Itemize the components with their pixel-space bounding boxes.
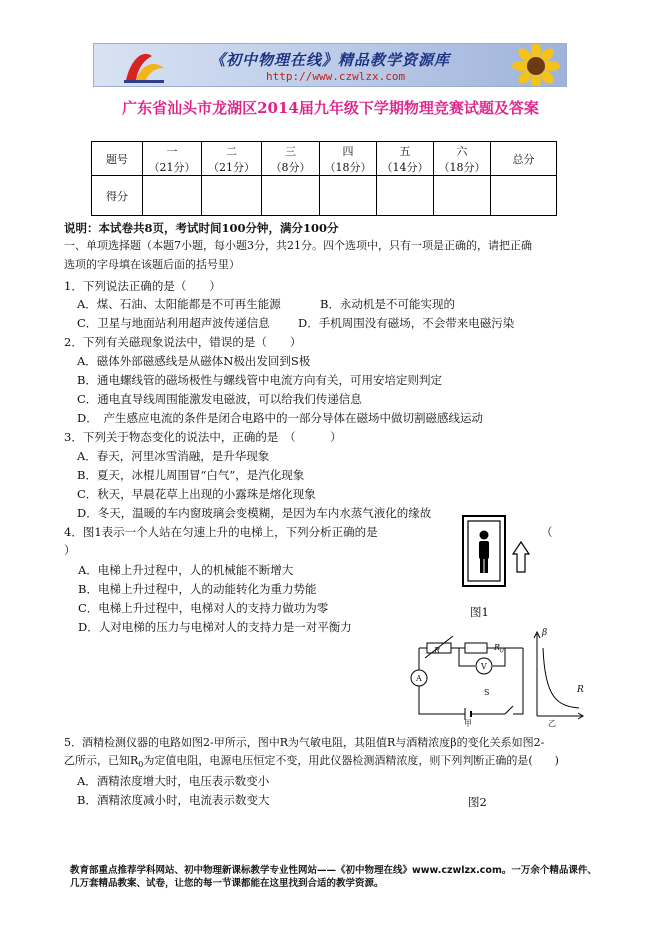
q1-option-c: C．卫星与地面站利用超声波传递信息 (77, 316, 270, 330)
banner-url: http://www.czwlzx.com (266, 70, 406, 83)
footer-line2: 几万套精品教案、试卷，让您的每一节课都能在这里找到合适的教学资源。 (70, 878, 384, 889)
score-table-header-row (92, 142, 557, 176)
q5-option-b: B．酒精浓度减小时，电流表示数变大 (77, 793, 270, 807)
q4-option-c: C．电梯上升过程中，电梯对人的支持力做功为零 (78, 601, 329, 615)
q5-line1: 5．酒精检测仪器的电路如图2-甲所示，图中R为气敏电阻，其阻值R与酒精浓度β的变化关系如图2- (64, 736, 545, 749)
fig2-label-V: V (481, 662, 487, 671)
q2-stem: 2．下列有关磁现象说法中，错误的是（ ） (64, 335, 302, 349)
score-table-score-row (92, 176, 557, 216)
fig2-label-jia: 甲 (464, 719, 472, 728)
q2-option-b: B．通电螺线管的磁场极性与螺线管中电流方向有关，可用安培定则判定 (77, 373, 442, 387)
fig2-label-R: R (434, 646, 441, 655)
fig2-label-A: A (416, 674, 422, 683)
q4-stem: 4．图1表示一个人站在匀速上升的电梯上，下列分析正确的是 (64, 525, 378, 539)
header-banner (93, 43, 567, 87)
score-cell[interactable] (491, 176, 557, 216)
column-header: 五 （14分） (377, 142, 434, 176)
column-header: 一 （21分） (143, 142, 202, 176)
column-header: 四 （18分） (320, 142, 377, 176)
q4-option-d: D．人对电梯的压力与电梯对人的支持力是一对平衡力 (78, 620, 352, 634)
column-header: 二 （21分） (202, 142, 262, 176)
section1-line1: 一、单项选择题（本题7小题，每小题3分，共21分。四个选项中，只有一项是正确的，请把正确 (64, 239, 532, 252)
site-logo-icon (122, 46, 168, 86)
footer (70, 864, 597, 890)
score-cell[interactable] (202, 176, 262, 216)
q2-option-a: A．磁体外部磁感线是从磁体N极出发回到S极 (77, 354, 311, 368)
q3-option-d: D．冬天，温暖的车内窗玻璃会变模糊，是因为车内水蒸气液化的缘故 (77, 506, 432, 520)
figure1-label: 图1 (470, 605, 489, 619)
concentration-graph (534, 632, 583, 719)
up-arrow-icon (513, 542, 529, 572)
fig2-label-R0: $R_0$ (494, 643, 504, 655)
row-label-score: 得分 (92, 176, 143, 216)
q4-paren-open: （ (541, 525, 553, 539)
section1-line2: 选项的字母填在该题后面的括号里） (64, 258, 240, 271)
fig2-axis-beta: β (542, 628, 548, 638)
q1-option-a: A．煤、石油、太阳能都是不可再生能源 (77, 297, 281, 311)
score-cell[interactable] (320, 176, 377, 216)
total-header: 总分 (491, 142, 557, 176)
q2-option-d: D． 产生感应电流的条件是闭合电路中的一部分导体在磁场中做切割磁感线运动 (77, 411, 483, 425)
row-label-question: 题号 (92, 142, 143, 176)
banner-title: 《初中物理在线》精品教学资源库 (210, 51, 451, 69)
column-header: 三 （8分） (262, 142, 320, 176)
figure2-label: 图2 (468, 795, 487, 809)
column-header: 六 （18分） (434, 142, 491, 176)
footer-line1: 教育部重点推荐学科网站、初中物理新课标教学专业性网站——《初中物理在线》www.czwlzx.com。一万余个精品课件、 (70, 865, 597, 876)
score-cell[interactable] (434, 176, 491, 216)
q2-option-c: C．通电直导线周围能激发电磁波，可以给我们传递信息 (77, 392, 362, 406)
q4-option-a: A．电梯上升过程中，人的机械能不断增大 (78, 563, 294, 577)
q5-line2: 乙所示，已知$R_0$为定值电阻，电源电压恒定不变，用此仪器检测酒精浓度，则下列判断正确的是( ) (64, 754, 559, 770)
q3-stem: 3．下列关于物态变化的说法中，正确的是 （ ） (64, 430, 342, 444)
fig2-label-S: S (484, 688, 490, 697)
instructions: 说明：本试卷共8页，考试时间100分钟，满分100分 (64, 221, 339, 235)
q1-option-b: B．永动机是不可能实现的 (320, 297, 455, 311)
person-icon (479, 531, 489, 574)
score-cell[interactable] (143, 176, 202, 216)
q1-option-d: D．手机周围没有磁场，不会带来电磁污染 (298, 316, 515, 330)
score-table (91, 141, 557, 216)
q5-option-a: A．酒精浓度增大时，电压表示数变小 (77, 774, 270, 788)
score-cell[interactable] (377, 176, 434, 216)
fig2-label-yi: 乙 (548, 719, 556, 728)
q3-option-c: C．秋天，早晨花草上出现的小露珠是熔化现象 (77, 487, 316, 501)
q4-option-b: B．电梯上升过程中，人的动能转化为重力势能 (78, 582, 317, 596)
score-cell[interactable] (262, 176, 320, 216)
fig2-axis-R: R (577, 685, 584, 695)
q3-option-a: A．春天，河里冰雪消融，是升华现象 (77, 449, 270, 463)
sunflower-icon (494, 44, 567, 87)
q4-paren-close: ） (64, 543, 76, 557)
document-title: 广东省汕头市龙湖区2014届九年级下学期物理竞赛试题及答案 (122, 99, 539, 117)
figure1-elevator (455, 512, 535, 588)
q1-stem: 1．下列说法正确的是（ ） (64, 279, 221, 293)
q3-option-b: B．夏天，冰棍儿周围冒“白气”，是汽化现象 (77, 468, 305, 482)
